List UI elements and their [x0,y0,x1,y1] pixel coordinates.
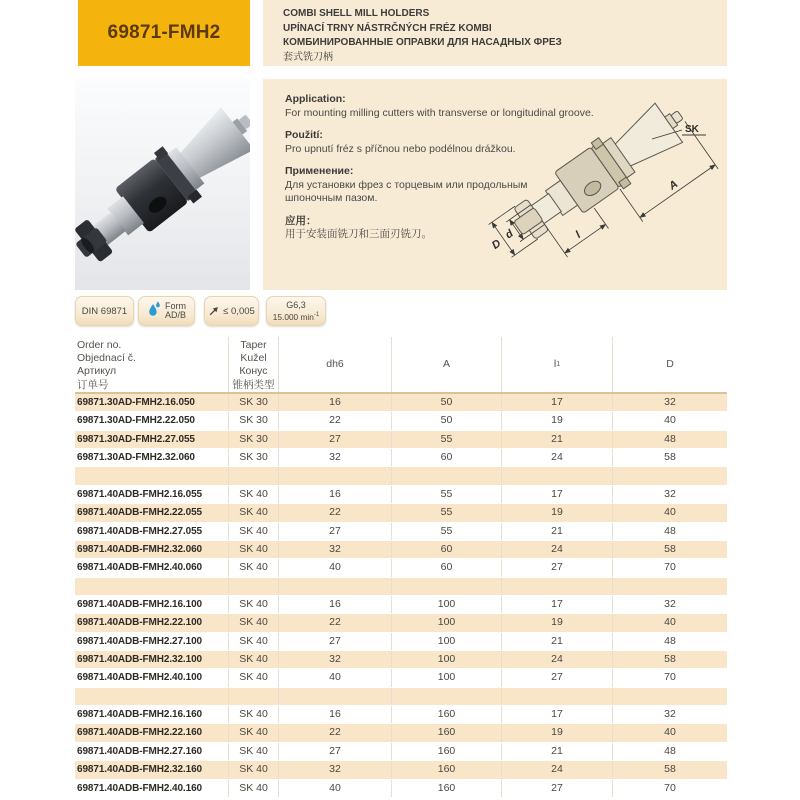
cell-l1: 27 [502,780,613,797]
cell-taper: SK 40 [229,706,279,723]
cell-taper: SK 40 [229,596,279,613]
badge-coolant-form [138,296,195,326]
cell-l1: 27 [502,669,613,686]
application-panel [263,79,727,290]
dim-label-l: l [573,229,584,241]
cell-a: 55 [392,431,502,448]
cell-taper [229,688,279,705]
application-title-cs: Použití: [285,129,323,141]
cell-order-no: 69871.30AD-FMH2.27.055 [75,431,229,448]
cell-order-no: 69871.40ADB-FMH2.32.160 [75,761,229,778]
cell-taper: SK 40 [229,743,279,760]
cell-d: 48 [664,634,676,647]
badge-din-label: DIN 69871 [81,305,128,317]
cell-taper: SK 40 [229,486,279,503]
cell-taper: SK 40 [229,523,279,540]
cell-dh6: 27 [279,633,392,650]
cell-order-no: 69871.40ADB-FMH2.40.100 [75,669,229,686]
application-text-zh: 用于安装面铣刀和三面刃铣刀。 [285,228,432,240]
technical-drawing-illustration [480,83,727,288]
table-row [75,431,727,449]
table-row [75,596,727,614]
cell-taper: SK 40 [229,780,279,797]
cell-l1: 21 [502,633,613,650]
cell-a: 160 [392,743,502,760]
cell-order-no: 69871.30AD-FMH2.32.060 [75,449,229,466]
cell-order-no: 69871.40ADB-FMH2.16.055 [75,486,229,503]
cell-order-no: 69871.40ADB-FMH2.16.160 [75,706,229,723]
cell-l1: 17 [502,394,613,411]
cell-a: 160 [392,761,502,778]
application-text-ru-2: шпоночным пазом. [285,192,378,204]
cell-l1: 24 [502,541,613,558]
dim-label-d-inner: d [503,227,516,242]
table-row [75,780,727,798]
table-spacer-row [75,688,727,706]
table-row [75,669,727,687]
table-row [75,761,727,779]
cell-d [613,578,727,595]
cell-d: 32 [664,597,676,610]
cell-a: 100 [392,614,502,631]
title-en: COMBI SHELL MILL HOLDERS [283,8,430,19]
col-header-dh6: dh6 [279,337,392,392]
arrow-ne-icon [208,305,220,317]
cell-taper: SK 30 [229,394,279,411]
product-code-box [78,0,250,66]
badge-runout-label: ≤ 0,005 [223,305,255,317]
cell-d: 48 [664,432,676,445]
cell-l1: 17 [502,596,613,613]
title-cs: UPÍNACÍ TRNY NÁSTRČNÝCH FRÉZ KOMBI [283,22,492,34]
cell-order-no: 69871.40ADB-FMH2.22.055 [75,504,229,521]
title-ru: КОМБИНИРОВАННЫЕ ОПРАВКИ ДЛЯ НАСАДНЫХ ФРЕЗ [283,37,562,48]
table-body [75,394,727,798]
cell-a: 55 [392,486,502,503]
cell-dh6 [279,578,392,595]
cell-dh6: 22 [279,724,392,741]
col-header-l1: l 1 [502,337,613,392]
cell-d: 32 [664,708,676,721]
cell-d: 70 [664,561,676,574]
cell-l1 [502,688,613,705]
cell-d: 70 [664,781,676,794]
cell-l1: 19 [502,504,613,521]
application-title-zh: 应用： [285,214,317,227]
table-row [75,633,727,651]
cell-order-no: 69871.40ADB-FMH2.32.060 [75,541,229,558]
table-row [75,412,727,430]
cell-a: 100 [392,633,502,650]
badge-din-standard [75,296,134,326]
cell-a: 60 [392,541,502,558]
title-zh: 套式铣刀柄 [283,51,333,63]
table-row [75,706,727,724]
col-header-a: A [392,337,502,392]
taper-label: SK [685,124,699,135]
cell-d: 32 [664,396,676,408]
col-header-order: Order no. Objednací č. Артикул 订单号 [75,337,229,392]
cell-dh6: 22 [279,412,392,429]
table-row [75,724,727,742]
cell-l1: 24 [502,449,613,466]
table-row [75,504,727,522]
cell-l1 [502,467,613,484]
cell-taper: SK 40 [229,541,279,558]
cell-d: 48 [664,524,676,537]
cell-d: 58 [664,763,676,776]
cell-d: 48 [664,744,676,757]
cell-order-no: 69871.40ADB-FMH2.40.160 [75,780,229,797]
badge-form-line1: Form [164,300,186,311]
cell-d: 32 [664,487,676,500]
cell-l1: 21 [502,523,613,540]
cell-a: 50 [392,412,502,429]
cell-a: 55 [392,523,502,540]
cell-dh6 [279,467,392,484]
dim-label-d-outer: D [489,237,504,252]
badge-max-speed: 15.000 $\min^{-1}$ [272,311,320,322]
cell-d: 40 [664,726,676,739]
cell-taper: SK 40 [229,761,279,778]
cell-dh6: 40 [279,559,392,576]
cell-a: 160 [392,780,502,797]
cell-a: 60 [392,449,502,466]
application-text-cs: Pro upnutí fréz s příčnou nebo podélnou drážkou. [285,142,516,155]
col-header-d: D [666,357,674,370]
cell-taper: SK 40 [229,724,279,741]
cell-l1: 21 [502,743,613,760]
table-row [75,486,727,504]
table-row [75,394,727,412]
cell-taper: SK 40 [229,633,279,650]
cell-a: 100 [392,669,502,686]
cell-l1: 19 [502,614,613,631]
cell-order-no: 69871.40ADB-FMH2.27.100 [75,633,229,650]
product-code: 69871-FMH2 [107,22,221,43]
cell-taper: SK 30 [229,412,279,429]
cell-order-no: 69871.40ADB-FMH2.27.055 [75,523,229,540]
technical-drawing-box [480,83,727,288]
cell-a [392,467,502,484]
cell-order-no: 69871.40ADB-FMH2.22.100 [75,614,229,631]
cell-a [392,578,502,595]
table-row [75,614,727,632]
cell-l1: 24 [502,761,613,778]
application-text-en: For mounting milling cutters with transverse or longitudinal groove. [285,106,594,119]
cell-dh6: 32 [279,651,392,668]
cell-a: 100 [392,651,502,668]
cell-dh6: 22 [279,504,392,521]
application-title-en: Application: [285,93,346,105]
cell-l1: 24 [502,651,613,668]
cell-dh6: 16 [279,706,392,723]
table-header [75,337,727,394]
badge-runout [204,296,259,326]
cell-order-no: 69871.40ADB-FMH2.16.100 [75,596,229,613]
cell-dh6: 16 [279,394,392,411]
cell-d: 58 [664,451,676,464]
dim-label-a: A [666,178,681,193]
table-row [75,559,727,577]
cell-order-no [75,467,229,484]
cell-dh6: 40 [279,780,392,797]
cell-taper [229,578,279,595]
table-row [75,743,727,761]
cell-order-no [75,688,229,705]
spec-table [75,337,727,798]
application-title-ru: Применение: [285,165,354,177]
cell-a: 50 [392,394,502,411]
cell-dh6: 32 [279,449,392,466]
cell-dh6: 22 [279,614,392,631]
cell-a: 100 [392,596,502,613]
cell-a: 160 [392,706,502,723]
cell-dh6 [279,688,392,705]
table-row [75,523,727,541]
badge-balance-speed [266,296,326,326]
cell-d: 40 [664,414,676,427]
cell-dh6: 40 [279,669,392,686]
cell-l1: 19 [502,724,613,741]
cell-dh6: 32 [279,541,392,558]
cell-dh6: 16 [279,486,392,503]
cell-order-no: 69871.30AD-FMH2.16.050 [75,394,229,411]
cell-d: 70 [664,671,676,684]
cell-taper: SK 40 [229,614,279,631]
cell-order-no: 69871.30AD-FMH2.22.050 [75,412,229,429]
cell-dh6: 32 [279,761,392,778]
cell-taper: SK 40 [229,504,279,521]
application-text-ru-1: Для установки фрез с торцевым или продольным [285,178,528,191]
cell-order-no: 69871.40ADB-FMH2.27.160 [75,743,229,760]
cell-l1: 19 [502,412,613,429]
cell-d: 58 [664,653,676,666]
cell-dh6: 27 [279,523,392,540]
cell-a: 55 [392,504,502,521]
cell-taper [229,467,279,484]
cell-l1: 17 [502,486,613,503]
cell-order-no: 69871.40ADB-FMH2.22.160 [75,724,229,741]
cell-taper: SK 30 [229,431,279,448]
cell-order-no: 69871.40ADB-FMH2.40.060 [75,559,229,576]
cell-dh6: 27 [279,431,392,448]
table-spacer-row [75,467,727,485]
cell-l1: 17 [502,706,613,723]
badge-form-line2: AD/B [164,310,186,320]
cell-d: 40 [664,616,676,629]
cell-taper: SK 40 [229,559,279,576]
cell-taper: SK 40 [229,669,279,686]
cell-d: 58 [664,542,676,555]
cell-d [613,467,727,484]
cell-d: 40 [664,506,676,519]
cell-l1 [502,578,613,595]
product-photo-box [75,79,250,290]
cell-taper: SK 30 [229,449,279,466]
product-title-panel [263,0,727,66]
droplet-icon [147,300,162,322]
cell-order-no: 69871.40ADB-FMH2.32.100 [75,651,229,668]
cell-dh6: 27 [279,743,392,760]
badge-balance-grade: G6,3 [286,300,306,311]
cell-taper: SK 40 [229,651,279,668]
table-spacer-row [75,578,727,596]
table-row [75,541,727,559]
cell-a: 60 [392,559,502,576]
cell-dh6: 16 [279,596,392,613]
cell-d [613,688,727,705]
cell-l1: 27 [502,559,613,576]
cell-order-no [75,578,229,595]
col-header-taper: Taper Kužel Конус 锥柄类型 [229,337,279,392]
cell-a: 160 [392,724,502,741]
table-row [75,449,727,467]
cell-a [392,688,502,705]
cell-l1: 21 [502,431,613,448]
table-row [75,651,727,669]
product-photo-illustration [75,79,250,289]
